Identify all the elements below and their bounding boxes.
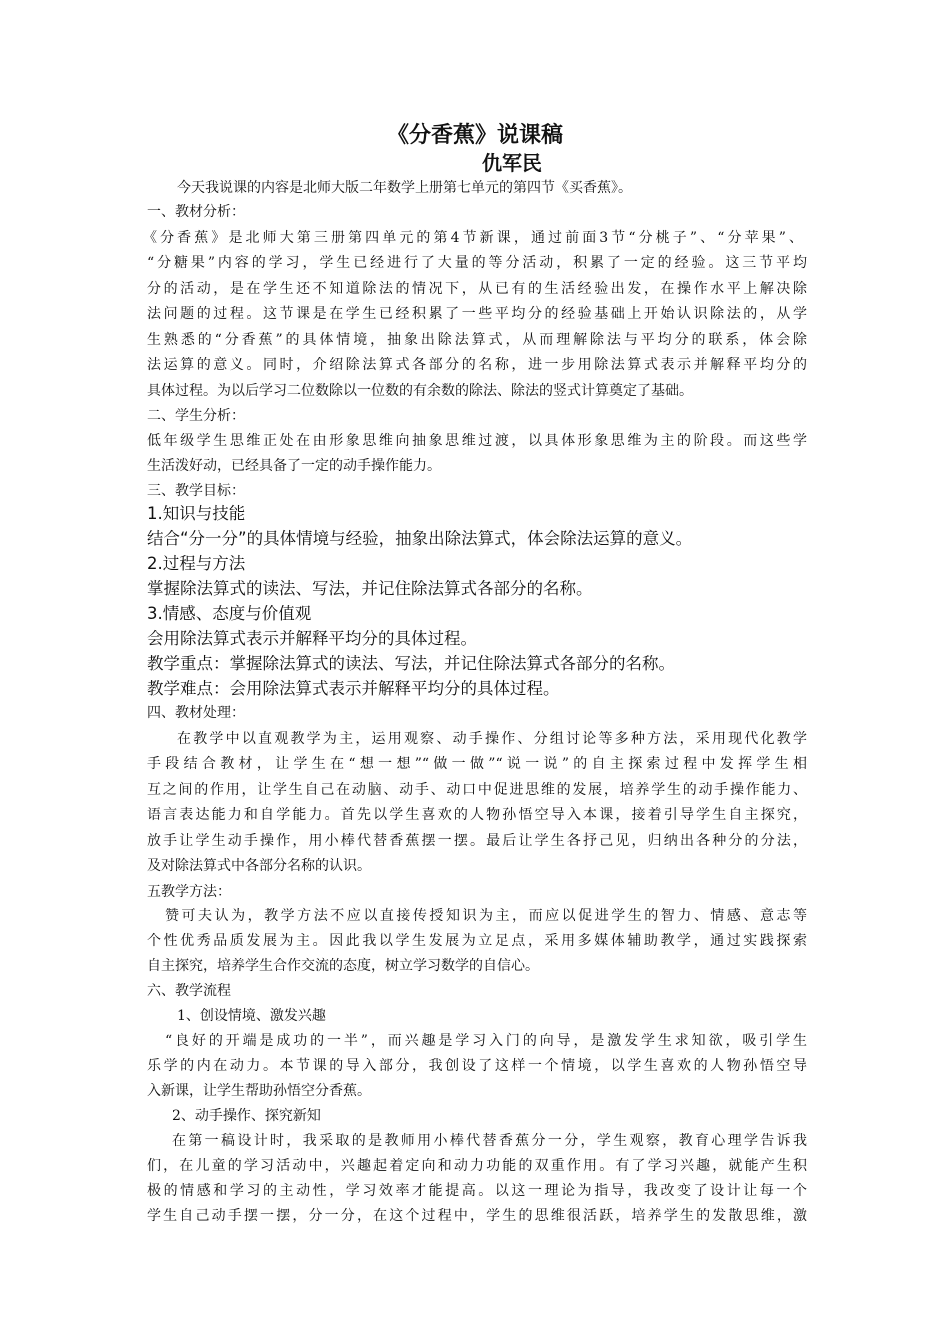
goal1-title: 1.知识与技能 [147, 504, 246, 523]
section2-heading: 二、学生分析： [147, 408, 245, 424]
section5-line: 自主探究，培养学生合作交流的态度，树立学习数学的自信心。 [147, 958, 539, 974]
section1-line: 具体过程。为以后学习二位数除以一位数的有余数的除法、除法的竖式计算奠定了基础。 [147, 383, 693, 399]
section1-heading: 一、教材分析： [147, 204, 245, 220]
step1-line: 乐学的内在动力。本节课的导入部分，我创设了这样一个情境，以学生喜欢的人物孙悟空导 [147, 1058, 807, 1074]
section4-line: 放手让学生动手操作，用小棒代替香蕉摆一摆。最后让学生各抒己见，归纳出各种分的分法， [147, 833, 807, 849]
section4-heading: 四、教材处理： [147, 705, 245, 721]
goal3-title: 3.情感、态度与价值观 [147, 604, 312, 623]
step2-line: 在第一稿设计时，我采取的是教师用小棒代替香蕉分一分，学生观察，教育心理学告诉我 [172, 1133, 807, 1149]
section6-heading: 六、教学流程 [147, 983, 231, 999]
section4-line: 手段结合教材，让学生在“想一想”“做一做”“说一说”的自主探索过程中发挥学生相 [147, 756, 807, 772]
section1-line: 《分香蕉》是北师大第三册第四单元的第4节新课，通过前面3节“分桃子”、“分苹果”、 [143, 230, 803, 246]
section2-line: 低年级学生思维正处在由形象思维向抽象思维过渡，以具体形象思维为主的阶段。而这些学 [147, 433, 807, 449]
section5-line: 个性优秀品质发展为主。因此我以学生发展为立足点，采用多媒体辅助教学，通过实践探索 [147, 933, 807, 949]
step2-line: 极的情感和学习的主动性，学习效率才能提高。以这一理论为指导，我改变了设计让每一个 [147, 1183, 807, 1199]
step2-line: 们，在儿童的学习活动中，兴趣起着定向和动力功能的双重作用。有了学习兴趣，就能产生积 [147, 1158, 807, 1174]
step1-line: “良好的开端是成功的一半”，而兴趣是学习入门的向导，是激发学生求知欲，吸引学生 [165, 1033, 807, 1049]
section1-line: 法运算的意义。同时，介绍除法算式各部分的名称，进一步用除法算式表示并解释平均分的 [147, 357, 807, 373]
goal3-text: 会用除法算式表示并解释平均分的具体过程。 [147, 629, 477, 648]
section5-heading: 五教学方法： [147, 884, 231, 900]
key-point: 教学重点：掌握除法算式的读法、写法，并记住除法算式各部分的名称。 [147, 654, 675, 673]
section3-heading: 三、教学目标： [147, 483, 245, 499]
document-title: 《分香蕉》说课稿 [386, 123, 563, 148]
step1-title: 1、创设情境、激发兴趣 [177, 1008, 326, 1024]
section4-line: 及对除法算式中各部分名称的认识。 [147, 858, 371, 874]
goal2-title: 2.过程与方法 [147, 554, 246, 573]
section2-line: 生活泼好动，已经具备了一定的动手操作能力。 [147, 458, 441, 474]
step2-title: 2、动手操作、探究新知 [172, 1108, 321, 1124]
goal1-text: 结合“分一分”的具体情境与经验，抽象出除法算式，体会除法运算的意义。 [147, 529, 693, 548]
difficulty: 教学难点：会用除法算式表示并解释平均分的具体过程。 [147, 679, 560, 698]
section4-line: 语言表达能力和自学能力。首先以学生喜欢的人物孙悟空导入本课，接着引导学生自主探究， [147, 807, 807, 823]
section1-line: “分糖果”内容的学习，学生已经进行了大量的等分活动，积累了一定的经验。这三节平均 [147, 255, 807, 271]
section1-line: 生熟悉的“分香蕉”的具体情境，抽象出除法算式，从而理解除法与平均分的联系，体会除 [147, 332, 807, 348]
goal2-text: 掌握除法算式的读法、写法，并记住除法算式各部分的名称。 [147, 579, 593, 598]
step2-line: 学生自己动手摆一摆，分一分，在这个过程中，学生的思维很活跃，培养学生的发散思维，激 [147, 1208, 807, 1224]
section4-line: 在教学中以直观教学为主，运用观察、动手操作、分组讨论等多种方法，采用现代化教学 [177, 731, 807, 747]
document-author: 仇军民 [482, 151, 542, 175]
section4-line: 互之间的作用，让学生自己在动脑、动手、动口中促进思维的发展，培养学生的动手操作能力、 [147, 782, 807, 798]
intro-paragraph: 今天我说课的内容是北师大版二年数学上册第七单元的第四节《买香蕉》。 [177, 180, 632, 196]
section1-line: 法问题的过程。这节课是在学生已经积累了一些平均分的经验基础上开始认识除法的，从学 [147, 306, 807, 322]
section5-line: 赞可夫认为，教学方法不应以直接传授知识为主，而应以促进学生的智力、情感、意志等 [165, 908, 807, 924]
section1-line: 分的活动，是在学生还不知道除法的情况下，从已有的生活经验出发，在操作水平上解决除 [147, 281, 807, 297]
step1-line: 入新课，让学生帮助孙悟空分香蕉。 [147, 1083, 371, 1099]
